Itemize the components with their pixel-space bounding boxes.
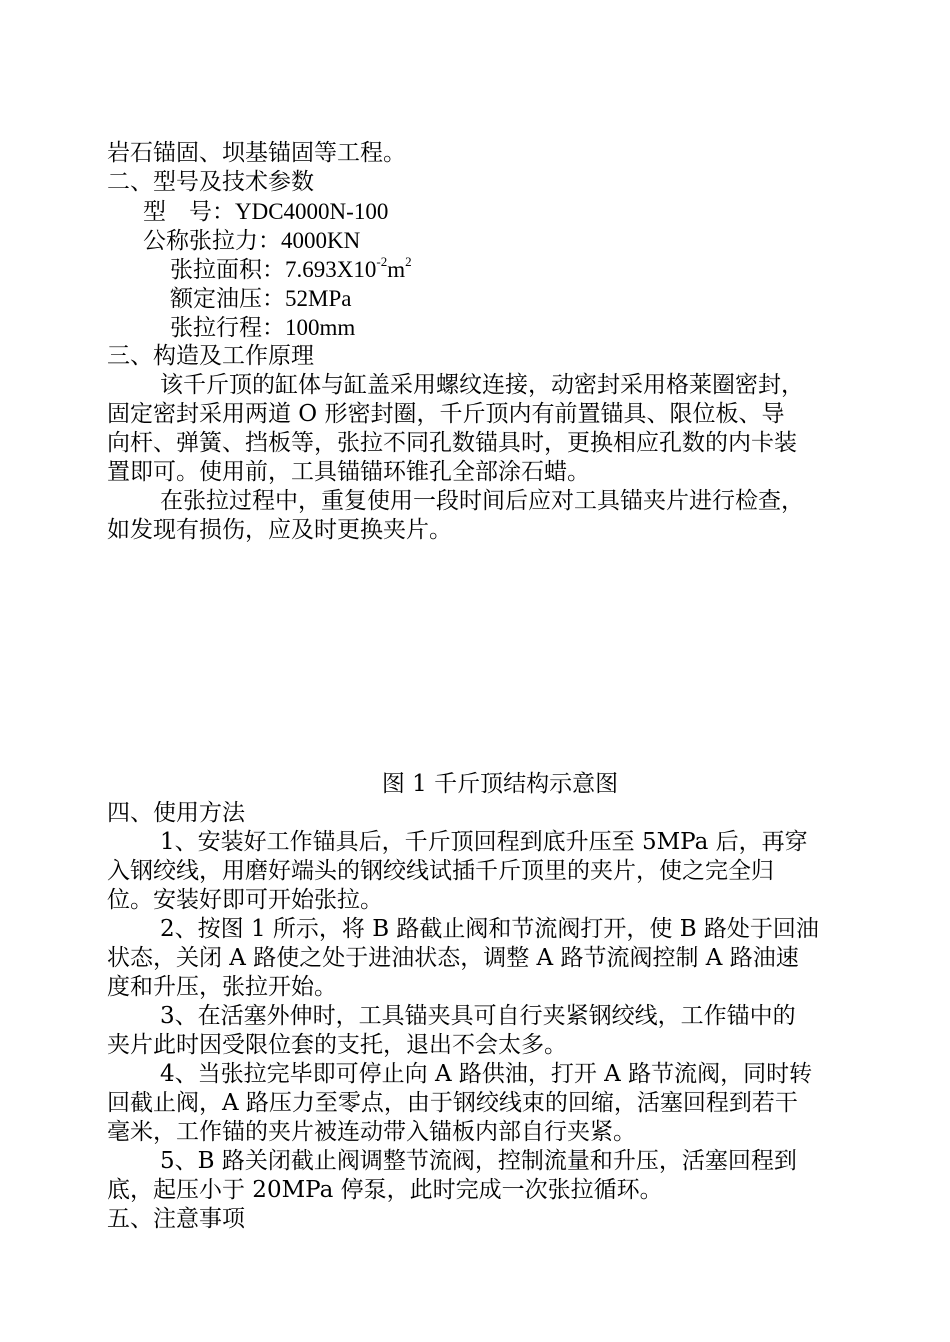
spec-value: 52MPa [285, 286, 352, 311]
paragraph-line: 度和升压，张拉开始。 [107, 974, 337, 1000]
spec-stroke [170, 313, 355, 343]
section-heading-3: 三、构造及工作原理 [107, 343, 314, 369]
spec-label: 公称张拉力： [143, 228, 281, 254]
paragraph-line: 毫米，工作锚的夹片被连动带入锚板内部自行夹紧。 [107, 1119, 636, 1145]
spec-label: 型 号： [143, 199, 235, 225]
paragraph-line: 状态，关闭 A 路使之处于进油状态，调整 A 路节流阀控制 A 路油速 [107, 945, 799, 971]
spec-label: 张拉面积： [170, 257, 285, 283]
paragraph-line: 该千斤顶的缸体与缸盖采用螺纹连接，动密封采用格莱圈密封， [160, 372, 804, 398]
paragraph-line: 3、在活塞外伸时，工具锚夹具可自行夹紧钢绞线，工作锚中的 [160, 1003, 796, 1029]
paragraph-line: 向杆、弹簧、挡板等，张拉不同孔数锚具时，更换相应孔数的内卡装 [107, 430, 797, 456]
spec-value: 4000KN [281, 228, 361, 253]
spec-force [143, 226, 360, 256]
paragraph-line: 夹片此时因受限位套的支托，退出不会太多。 [107, 1032, 567, 1058]
paragraph-line: 5、B 路关闭截止阀调整节流阀，控制流量和升压，活塞回程到 [160, 1148, 797, 1174]
figure-caption: 图 1 千斤顶结构示意图 [381, 771, 619, 797]
section-heading-2: 二、型号及技术参数 [107, 169, 314, 195]
paragraph-line: 底，起压小于 20MPa 停泵，此时完成一次张拉循环。 [107, 1177, 663, 1203]
spec-value: 100mm [285, 315, 356, 340]
spec-value: YDC4000N-100 [235, 199, 389, 224]
spec-label: 张拉行程： [170, 315, 285, 341]
paragraph-line: 回截止阀，A 路压力至零点，由于钢绞线束的回缩，活塞回程到若干 [107, 1090, 798, 1116]
paragraph-line: 1、安装好工作锚具后，千斤顶回程到底升压至 5MPa 后，再穿 [160, 829, 808, 855]
paragraph-line: 2、按图 1 所示，将 B 路截止阀和节流阀打开，使 B 路处于回油 [160, 916, 819, 942]
spec-value: $7.693X10^{-2}m^2$ [285, 254, 412, 282]
spec-label: 额定油压： [170, 286, 285, 312]
spec-area [170, 255, 412, 285]
paragraph-line: 固定密封采用两道 O 形密封圈，千斤顶内有前置锚具、限位板、导 [107, 401, 785, 427]
paragraph-line: 位。安装好即可开始张拉。 [107, 887, 383, 913]
paragraph-line: 4、当张拉完毕即可停止向 A 路供油，打开 A 路节流阀，同时转 [160, 1061, 813, 1087]
section-heading-5: 五、注意事项 [107, 1206, 245, 1232]
spec-pressure [170, 284, 351, 314]
paragraph-line: 置即可。使用前，工具锚锚环锥孔全部涂石蜡。 [107, 459, 590, 485]
paragraph-line: 如发现有损伤，应及时更换夹片。 [107, 517, 452, 543]
spec-model [143, 197, 388, 227]
paragraph-line: 入钢绞线，用磨好端头的钢绞线试插千斤顶里的夹片，使之完全归 [107, 858, 774, 884]
section-heading-4: 四、使用方法 [107, 800, 245, 826]
paragraph-line: 在张拉过程中，重复使用一段时间后应对工具锚夹片进行检查， [160, 488, 804, 514]
text-line: 岩石锚固、坝基锚固等工程。 [107, 140, 406, 166]
